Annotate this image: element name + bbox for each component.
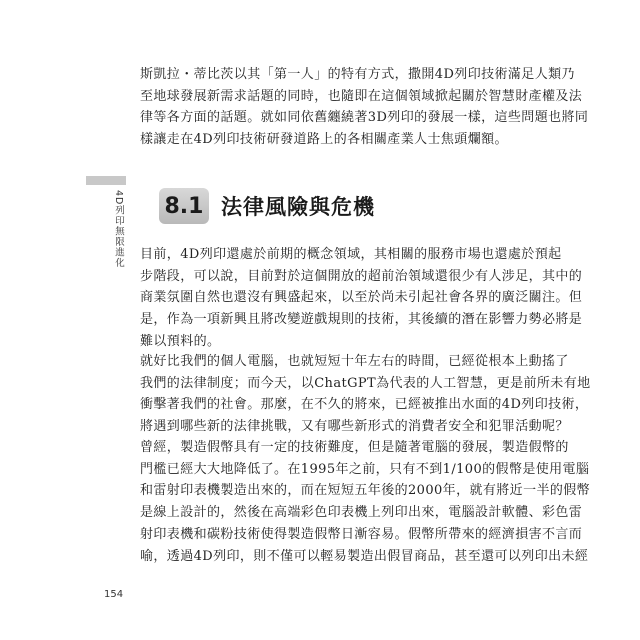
text-line: 將遇到哪些新的法律挑戰，又有哪些新形式的消費者安全和犯罪活動呢？ [140, 419, 569, 435]
text-line: 和雷射印表機製造出來的，而在短短五年後的2000年，就有將近一半的假幣 [140, 483, 591, 499]
text-line: 是，作為一項新興且將改變遊戲規則的技術，其後續的潛在影響力勢必將是 [140, 312, 583, 328]
text-line: 是線上設計的，然後在高端彩色印表機上列印出來，電腦設計軟體、彩色雷 [140, 505, 583, 521]
text-line: 目前，4D列印還處於前期的概念領域，其相關的服務市場也還處於預起 [140, 247, 562, 262]
section-number: 8.1 [159, 188, 209, 224]
intro-paragraph [140, 64, 589, 151]
page-number: 154 [104, 589, 124, 600]
text-line: 門檻已經大大地降低了。在1995年之前，只有不到1/100的假幣是使用電腦 [140, 461, 590, 477]
text-line: 樣讓走在4D列印技術研發道路上的各相關產業人士焦頭爛額。 [140, 132, 508, 148]
text-line: 至地球發展新需求話題的同時，也隨即在這個領域掀起關於智慧財產權及法 [140, 88, 583, 104]
text-line: 曾經，製造假幣具有一定的技術難度，但是隨著電腦的發展，製造假幣的 [140, 440, 569, 455]
running-head: 4D列印無限進化 [113, 190, 124, 269]
text-line: 律等各方面的話題。就如同依舊纏繞著3D列印的發展一樣，這些問題也將同 [140, 110, 589, 126]
text-line: 衝擊著我們的社會。那麼，在不久的將來，已經被推出水面的4D列印技術， [140, 397, 589, 413]
text-line: 步階段，可以說，目前對於這個開放的超前治領域還很少有人涉足，其中的 [140, 268, 583, 284]
text-line: 喻，透過4D列印，則不僅可以輕易製造出假冒商品，甚至還可以列印出未經 [140, 548, 589, 564]
text-line: 難以預料的。 [140, 333, 221, 349]
body-paragraph [140, 244, 583, 353]
text-line: 射印表機和碳粉技術使得製造假幣日漸容易。假幣所帶來的經濟損害不言而 [140, 526, 583, 542]
section-heading [159, 188, 375, 224]
text-line: 斯凱拉・蒂比茨以其「第一人」的特有方式，撒開4D列印技術滿足人類乃 [140, 67, 575, 82]
text-line: 我們的法律制度；而今天，以ChatGPT為代表的人工智慧，更是前所未有地 [140, 375, 591, 391]
section-title: 法律風險與危機 [221, 195, 375, 219]
body-paragraph [140, 351, 591, 438]
text-line: 商業氛圍自然也還沒有興盛起來，以至於尚未引起社會各界的廣泛關注。但 [140, 290, 583, 306]
side-tab-bar [86, 176, 126, 185]
body-paragraph [140, 437, 591, 567]
text-line: 就好比我們的個人電腦，也就短短十年左右的時間，已經從根本上動搖了 [140, 354, 569, 369]
